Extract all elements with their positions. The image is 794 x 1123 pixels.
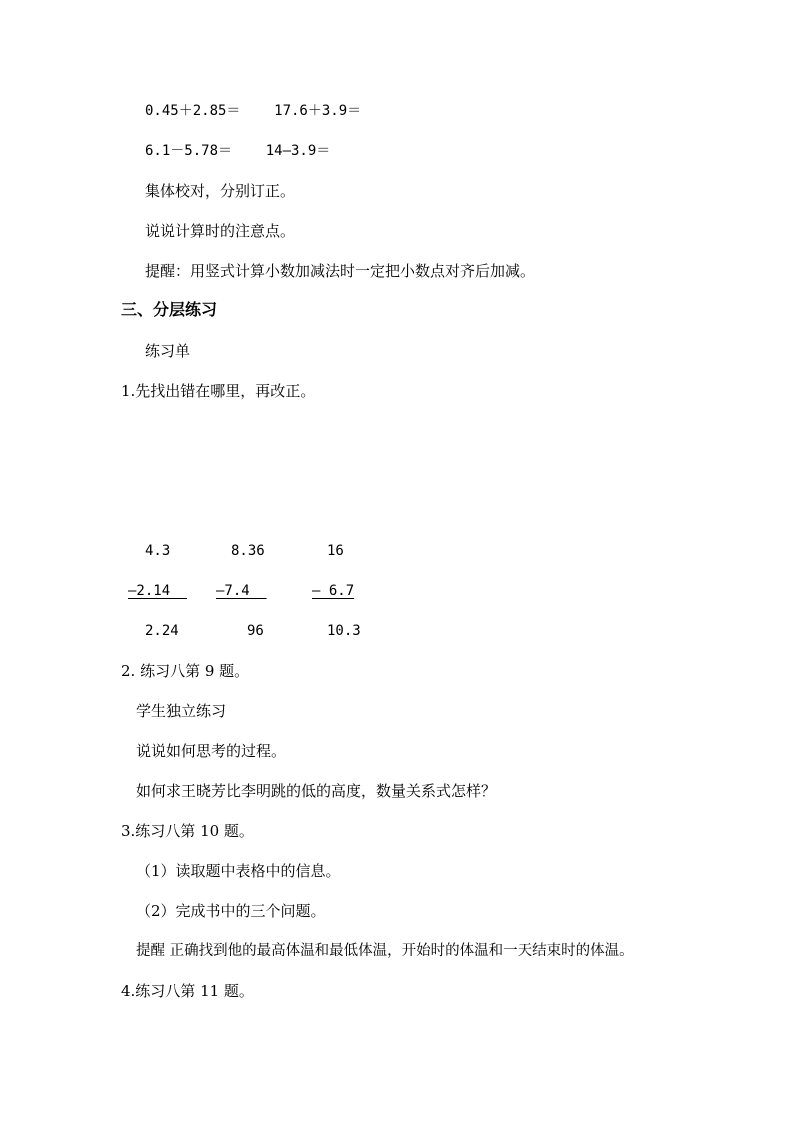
section-3-title: 三、分层练习 xyxy=(121,300,218,319)
question-3-sub-2: （2）完成书中的三个问题。 xyxy=(136,902,326,920)
problem-2-subtrahend: —7.4 xyxy=(216,583,267,599)
problem-3-result: 10.3 xyxy=(327,623,361,639)
problem-3-top: 16 xyxy=(327,543,344,559)
question-2-sub-3: 如何求王晓芳比李明跳的低的高度，数量关系式怎样？ xyxy=(136,782,497,800)
talk-points-text: 说说计算时的注意点。 xyxy=(145,222,296,240)
problem-2-top: 8.36 xyxy=(231,543,265,559)
question-3-sub-1: （1）读取题中表格中的信息。 xyxy=(136,862,341,880)
question-4: 4.练习八第 11 题。 xyxy=(121,982,254,1000)
problem-3-subtrahend: — 6.7 xyxy=(312,583,355,599)
calc-row-2: 6.1－5.78＝ 14—3.9＝ xyxy=(145,143,331,159)
problem-1-result: 2.24 xyxy=(145,623,179,639)
question-3: 3.练习八第 10 题。 xyxy=(121,822,254,840)
calc-row-1: 0.45＋2.85＝ 17.6＋3.9＝ xyxy=(145,103,362,119)
question-1: 1.先找出错在哪里，再改正。 xyxy=(121,382,316,400)
question-2-sub-2: 说说如何思考的过程。 xyxy=(136,742,287,760)
question-2: 2. 练习八第 9 题。 xyxy=(121,662,250,680)
problem-1-subtrahend: —2.14 xyxy=(128,583,188,599)
reminder-text: 提醒：用竖式计算小数加减法时一定把小数点对齐后加减。 xyxy=(145,262,536,280)
worksheet-label: 练习单 xyxy=(145,342,191,360)
problem-1-top: 4.3 xyxy=(145,543,171,559)
problem-2-result: 96 xyxy=(247,623,264,639)
question-2-sub-1: 学生独立练习 xyxy=(136,702,227,720)
collective-check-text: 集体校对，分别订正。 xyxy=(145,182,296,200)
question-3-reminder: 提醒 正确找到他的最高体温和最低体温，开始时的体温和一天结束时的体温。 xyxy=(136,943,634,959)
